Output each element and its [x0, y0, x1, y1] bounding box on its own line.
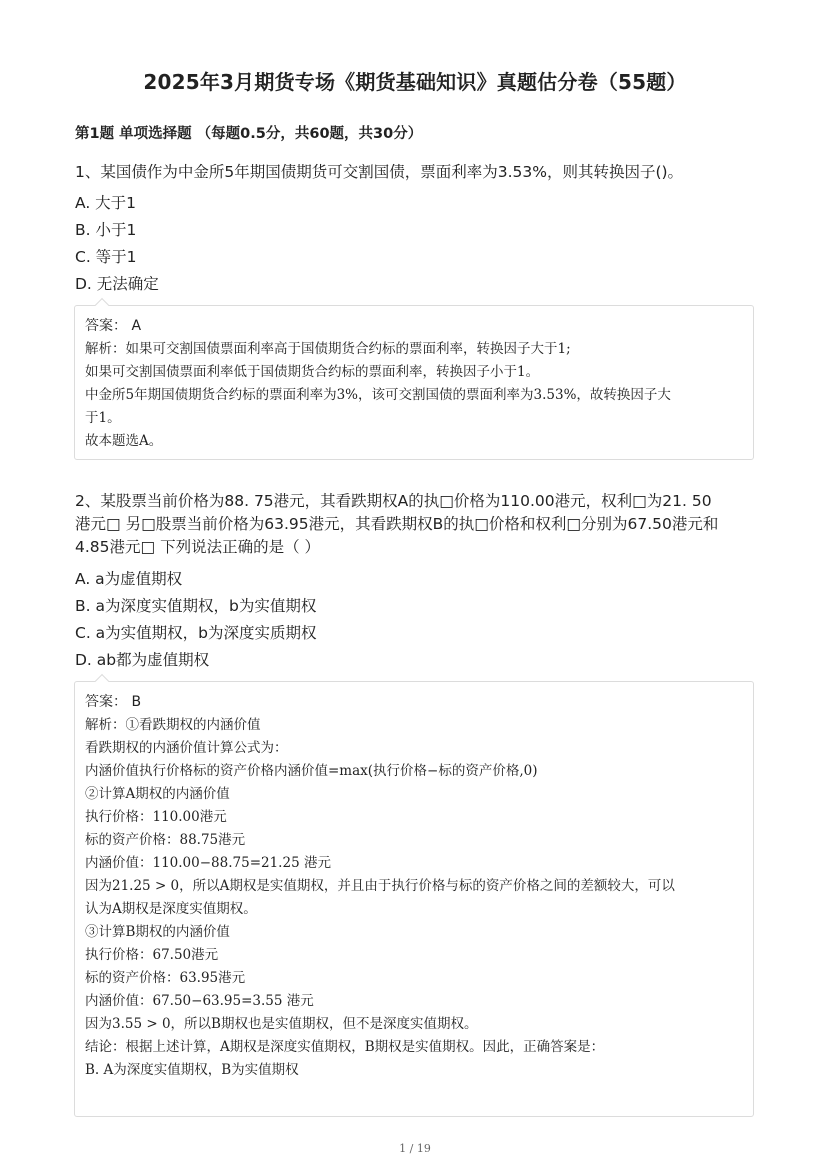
question-2-explanation-line: 结论：根据上述计算，A期权是深度实值期权，B期权是实值期权。因此，正确答案是：	[85, 1039, 605, 1055]
question-2-explanation-line: ②计算A期权的内涵价值	[85, 786, 230, 802]
question-2-option-b[interactable]: B. a为深度实值期权，b为实值期权	[75, 597, 317, 615]
section-heading: 第1题 单项选择题 （每题0.5分，共60题，共30分）	[75, 126, 423, 142]
question-2-text-line: 港元□ 另□股票当前价格为63.95港元，其看跌期权B的执□价格和权利□分别为67.50港元和	[75, 515, 719, 533]
question-2-answer: 答案： B	[85, 694, 142, 710]
question-2-explanation-line: 内涵价值执行价格标的资产价格内涵价值=max(执行价格−标的资产价格,0)	[85, 763, 538, 779]
question-2-explanation-line: 标的资产价格：88.75港元	[85, 832, 246, 848]
question-2-explanation-line: ③计算B期权的内涵价值	[85, 924, 230, 940]
question-1-option-b[interactable]: B. 小于1	[75, 221, 137, 239]
question-1-explanation-line: 如果可交割国债票面利率低于国债期货合约标的票面利率，转换因子小于1。	[85, 364, 540, 380]
question-1-option-d[interactable]: D. 无法确定	[75, 275, 159, 293]
question-1-option-a[interactable]: A. 大于1	[75, 194, 137, 212]
question-1-option-c[interactable]: C. 等于1	[75, 248, 137, 266]
question-2-option-c[interactable]: C. a为实值期权，b为深度实质期权	[75, 624, 317, 642]
question-2-explanation-line: 认为A期权是深度实值期权。	[85, 901, 257, 917]
question-2-option-a[interactable]: A. a为虚值期权	[75, 570, 183, 588]
answer-box-pointer	[95, 298, 109, 312]
question-1-answer-box	[74, 305, 754, 460]
question-1-explanation-line: 中金所5年期国债期货合约标的票面利率为3%，该可交割国债的票面利率为3.53%，故转换因子大	[85, 387, 671, 403]
question-2-explanation-line: 执行价格：110.00港元	[85, 809, 227, 825]
question-2-answer-box	[74, 681, 754, 1117]
question-1-explanation-line: 故本题选A。	[85, 433, 163, 449]
question-1-text: 1、某国债作为中金所5年期国债期货可交割国债，票面利率为3.53%，则其转换因子()。	[75, 163, 684, 181]
question-2-explanation-line: 解析：①看跌期权的内涵价值	[85, 717, 261, 733]
page-number: 1 / 19	[399, 1142, 431, 1155]
question-2-explanation-line: B. A为深度实值期权，B为实值期权	[85, 1062, 299, 1078]
question-2-explanation-line: 因为3.55 > 0，所以B期权也是实值期权，但不是深度实值期权。	[85, 1016, 478, 1032]
question-1-explanation-line: 解析：如果可交割国债票面利率高于国债期货合约标的票面利率，转换因子大于1;	[85, 341, 571, 357]
question-2-explanation-line: 执行价格：67.50港元	[85, 947, 219, 963]
question-2-explanation-line: 标的资产价格：63.95港元	[85, 970, 246, 986]
question-2-explanation-line: 因为21.25 > 0，所以A期权是实值期权，并且由于执行价格与标的资产价格之间的差额较大，可以	[85, 878, 675, 894]
answer-box-pointer	[95, 674, 109, 688]
question-2-explanation-line: 内涵价值：110.00−88.75=21.25 港元	[85, 855, 331, 871]
page-title: 2025年3月期货专场《期货基础知识》真题估分卷（55题）	[143, 70, 687, 94]
question-2-explanation-line: 内涵价值：67.50−63.95=3.55 港元	[85, 993, 314, 1009]
question-2-explanation-line: 看跌期权的内涵价值计算公式为：	[85, 740, 288, 756]
question-1-explanation-line: 于1。	[85, 410, 121, 426]
question-1-answer: 答案： A	[85, 318, 142, 334]
question-2-option-d[interactable]: D. ab都为虚值期权	[75, 651, 210, 669]
question-2-text-line: 4.85港元□ 下列说法正确的是（ ）	[75, 538, 321, 556]
question-2-text-line: 2、某股票当前价格为88. 75港元，其看跌期权A的执□价格为110.00港元，权利□为21. 50	[75, 492, 712, 510]
